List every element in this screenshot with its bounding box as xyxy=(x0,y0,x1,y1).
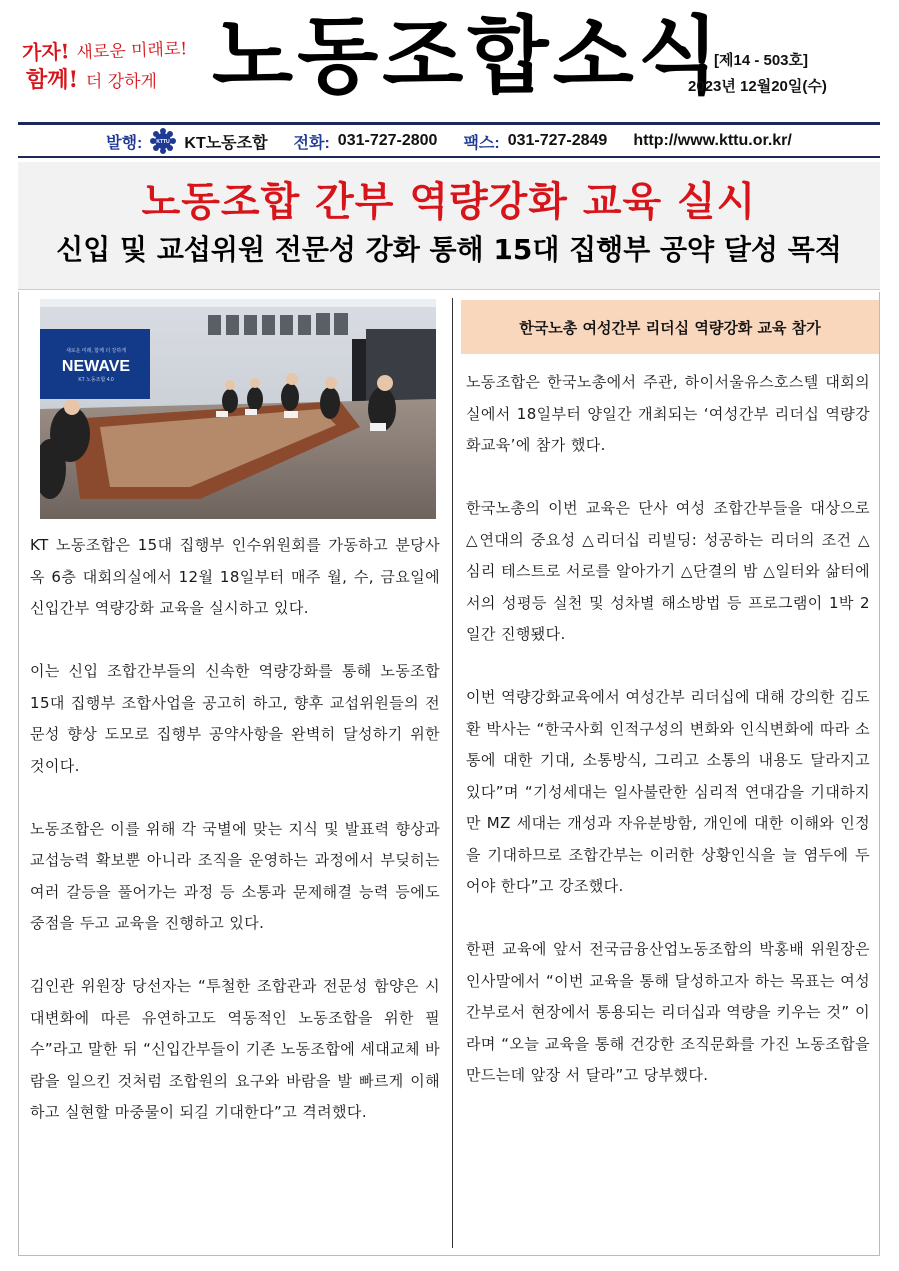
slogan-line1b: 새로운 미래로! xyxy=(76,39,188,63)
fax-number: 031-727-2849 xyxy=(507,132,608,149)
left-paragraph-3: 노동조합은 이를 위해 각 국별에 맞는 지식 및 발표력 향상과 교섭능력 확보뿐 아니라 조직을 운영하는 과정에서 부딪히는 여러 갈등을 풀어가는 과정 등 소통과 문제해결 능력 등에도 중점을 두고 교육을 진행하고 있다. xyxy=(30,819,440,932)
left-paragraph-2: 이는 신입 조합간부들의 신속한 역량강화를 통해 노동조합 15대 집행부 조합사업을 공고히 하고, 향후 교섭위원들의 전문성 향상 도모로 집행부 공약사항을 완벽히 달성하기 위한 것이다. xyxy=(30,662,440,775)
fax-label: 팩스: xyxy=(463,134,500,152)
slogan-line2: 함께! xyxy=(26,67,79,93)
masthead xyxy=(0,0,899,122)
issue-number: [제14 - 503호] xyxy=(714,52,809,69)
headline-box xyxy=(18,162,880,290)
left-article xyxy=(30,530,440,1160)
logo-text: KTTU xyxy=(156,139,171,145)
right-paragraph-3: 이번 역량강화교육에서 여성간부 리더십에 대해 강의한 김도환 박사는 “한국사회 인적구성의 변화와 인식변화에 따라 소통에 대한 기대, 소통방식, 그리고 소통의 내용도 달라지고 있다”며 “기성세대는 일사불란한 심리적 연대감을 기대하지만 MZ 세대는 개성과 자유분방함, 개인에 대한 이해와 인정을 기대하므로 조합간부는 이러한 상황인식을 늘 염두에 두어야 한다”고 강조했다. xyxy=(466,688,870,895)
publisher-name: KT노동조합 xyxy=(184,134,268,152)
slogan-line2b: 더 강하게 xyxy=(85,72,157,92)
right-paragraph-2: 한국노총의 이번 교육은 단사 여성 조합간부들을 대상으로 △연대의 중요성 △리더십 리빌딩: 성공하는 리더의 조건 △심리 테스트로 서로를 알아가기 △단결의 밤 △일터와 삶터에서의 성평등 실천 및 성차별 해소방법 등 프로그램이 1박 2일간 진행됐다. xyxy=(466,499,870,643)
info-rule xyxy=(18,156,880,158)
column-divider xyxy=(452,298,453,1248)
newsletter-title: 노동조합소식 xyxy=(212,7,723,105)
issue-info xyxy=(688,48,827,100)
banner-sub-text: KT 노동조합 4.0 xyxy=(78,377,114,383)
top-rule xyxy=(18,122,880,125)
website-link[interactable]: http://www.kttu.or.kr/ xyxy=(633,132,792,149)
right-paragraph-4: 한편 교육에 앞서 전국금융산업노동조합의 박홍배 위원장은 인사말에서 “이번 교육을 통해 달성하고자 하는 목표는 여성간부로서 현장에서 통용되는 리더십과 역량을 키우는 것” 이라며 “오늘 교육을 통해 건강한 조직문화를 가진 노동조합을 만드는데 앞장 서 달라”고 당부했다. xyxy=(466,940,870,1084)
meeting-photo xyxy=(40,299,436,519)
issue-date: 2023년 12월20일(수) xyxy=(688,78,827,95)
banner-big-text: NEWAVE xyxy=(61,358,131,375)
sidebar-article-title: 한국노총 여성간부 리더십 역량강화 교육 참가 xyxy=(461,300,879,354)
phone-number: 031-727-2800 xyxy=(337,132,438,149)
kttu-logo-icon xyxy=(150,128,176,154)
headline-subtitle: 신입 및 교섭위원 전문성 강화 통해 15대 집행부 공약 달성 목적 xyxy=(56,233,842,266)
headline-title: 노동조합 간부 역량강화 교육 실시 xyxy=(141,179,757,225)
slogan-line1: 가자! xyxy=(21,39,70,65)
banner-small-text: 새로운 미래, 함께 더 강하게 xyxy=(65,348,127,354)
phone-label: 전화: xyxy=(293,134,330,152)
right-article xyxy=(466,367,870,1123)
publisher-label: 발행: xyxy=(106,134,143,152)
publisher-info-bar xyxy=(18,126,880,156)
slogan xyxy=(22,36,187,96)
left-paragraph-1: KT 노동조합은 15대 집행부 인수위원회를 가동하고 분당사옥 6층 대회의실에서 12월 18일부터 매주 월, 수, 금요일에 신입간부 역량강화 교육을 실시하고 있다. xyxy=(30,536,440,617)
right-paragraph-1: 노동조합은 한국노총에서 주관, 하이서울유스호스텔 대회의실에서 18일부터 양일간 개최되는 ‘여성간부 리더십 역량강화교육’에 참가 했다. xyxy=(466,373,870,454)
left-paragraph-4: 김인관 위원장 당선자는 “투철한 조합관과 전문성 함양은 시대변화에 따른 유연하고도 역동적인 노동조합을 위한 필수”라고 말한 뒤 “신입간부들이 기존 노동조합에 세대교체 바람을 일으킨 것처럼 조합원의 요구와 바람을 발 빠르게 이해하고 실현할 마중물이 되길 기대한다”고 격려했다. xyxy=(30,977,440,1121)
